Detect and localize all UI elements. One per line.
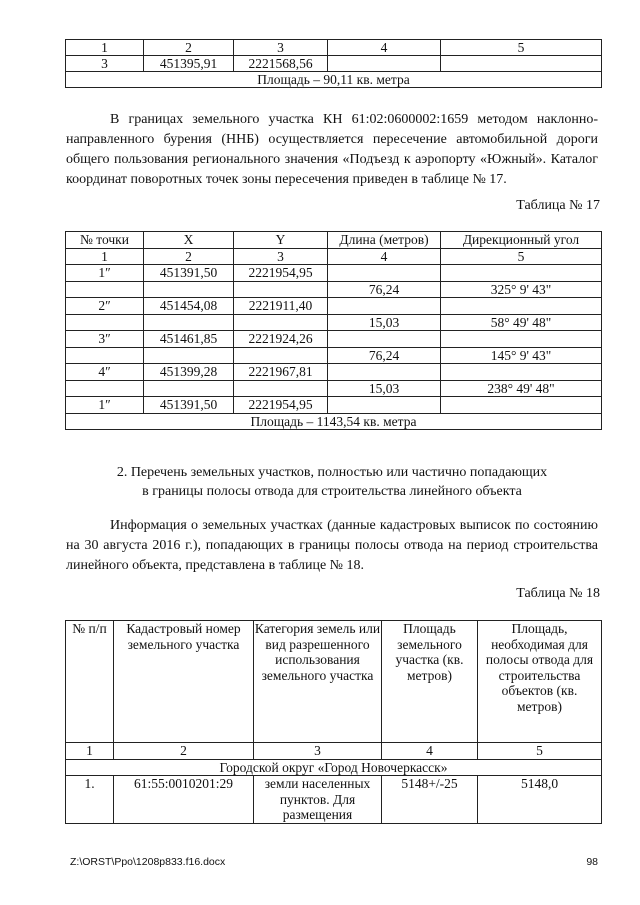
paragraph-info: Информация о земельных участках (данные кадастровых выписок по состоянию на 30 августа 2016 г.), попадающих в границы полосы отвода на период строительства линейного объекта, представлена в таблице № 18. bbox=[66, 518, 598, 573]
table-row bbox=[66, 347, 602, 364]
table-area-row bbox=[66, 413, 602, 430]
table-cell bbox=[441, 364, 602, 381]
table-18-label: Таблица № 18 bbox=[516, 586, 600, 601]
column-header: Длина (метров) bbox=[328, 232, 441, 249]
table-cell: 3 bbox=[234, 248, 328, 265]
table-cell bbox=[234, 281, 328, 298]
table-cell: 5 bbox=[441, 248, 602, 265]
table-group-row bbox=[66, 759, 602, 776]
column-header: Категория земель или вид разрешенного использования земельного участка bbox=[254, 621, 382, 743]
table-number-row bbox=[66, 248, 602, 265]
table-row bbox=[66, 380, 602, 397]
section-heading-line-1: 2. Перечень земельных участков, полностью или частично попадающих bbox=[116, 465, 548, 480]
table-cell bbox=[328, 364, 441, 381]
table-cell: 2221967,81 bbox=[234, 364, 328, 381]
table-18 bbox=[65, 620, 602, 824]
table-cell: 76,24 bbox=[328, 281, 441, 298]
table-cell bbox=[441, 56, 602, 72]
table-cell: 145° 9' 43" bbox=[441, 347, 602, 364]
column-header: Площадь, необходимая для полосы отвода для строительства объектов (кв. метров) bbox=[478, 621, 602, 743]
table-cell: 1 bbox=[66, 40, 144, 56]
table-16-continuation bbox=[65, 39, 602, 88]
table-cell: 451461,85 bbox=[144, 331, 234, 348]
table-row bbox=[66, 331, 602, 348]
table-17-label: Таблица № 17 bbox=[516, 198, 600, 213]
table-cell: 58° 49' 48" bbox=[441, 314, 602, 331]
table-cell bbox=[144, 281, 234, 298]
table-cell: 15,03 bbox=[328, 314, 441, 331]
table-cell: 4 bbox=[382, 743, 478, 760]
table-cell: 2221568,56 bbox=[234, 56, 328, 72]
table-row bbox=[66, 364, 602, 381]
table-cell: 3 bbox=[234, 40, 328, 56]
column-header: Кадастровый номер земельного участка bbox=[114, 621, 254, 743]
table-cell bbox=[441, 265, 602, 282]
table-cell bbox=[234, 347, 328, 364]
table-17 bbox=[65, 231, 602, 430]
table-cell: 2221911,40 bbox=[234, 298, 328, 315]
table-cell bbox=[144, 314, 234, 331]
table-cell: 451395,91 bbox=[144, 56, 234, 72]
table-cell: 2221924,26 bbox=[234, 331, 328, 348]
table-cell bbox=[66, 347, 144, 364]
table-cell bbox=[234, 380, 328, 397]
table-cell: 3 bbox=[254, 743, 382, 760]
table-cell bbox=[328, 298, 441, 315]
table-cell: 1 bbox=[66, 743, 114, 760]
table-cell bbox=[234, 314, 328, 331]
column-header: № п/п bbox=[66, 621, 114, 743]
table-cell: 3 bbox=[66, 56, 144, 72]
column-header: Y bbox=[234, 232, 328, 249]
table-cell bbox=[144, 380, 234, 397]
table-row bbox=[66, 281, 602, 298]
table-cell: 1. bbox=[66, 776, 114, 824]
group-cell: Городской округ «Город Новочеркасск» bbox=[66, 759, 602, 776]
area-cell: Площадь – 1143,54 кв. метра bbox=[66, 413, 602, 430]
page-number: 98 bbox=[586, 856, 598, 868]
table-cell bbox=[441, 331, 602, 348]
paragraph-intro: В границах земельного участка КН 61:02:0600002:1659 методом наклонно-направленного бурения (ННБ) осуществляется пересечение автомобильной дороги общего пользования регионального значения «Подъезд к аэропорту «Южный». Каталог координат поворотных точек зоны пересечения приведен в таблице № 17. bbox=[66, 112, 598, 187]
table-cell bbox=[441, 298, 602, 315]
footer-file-path: Z:\ORST\Ppo\1208p833.f16.docx bbox=[70, 856, 226, 868]
table-cell bbox=[328, 265, 441, 282]
table-header-row bbox=[66, 621, 602, 743]
table-cell: 5148+/-25 bbox=[382, 776, 478, 824]
table-cell: 5148,0 bbox=[478, 776, 602, 824]
table-cell: 451399,28 bbox=[144, 364, 234, 381]
table-cell bbox=[144, 347, 234, 364]
table-cell: 4″ bbox=[66, 364, 144, 381]
table-row bbox=[66, 56, 602, 72]
table-cell: 1 bbox=[66, 248, 144, 265]
table-cell: 2221954,95 bbox=[234, 265, 328, 282]
table-area-row bbox=[66, 72, 602, 88]
table-cell: 4 bbox=[328, 40, 441, 56]
column-header: X bbox=[144, 232, 234, 249]
table-row bbox=[66, 265, 602, 282]
table-number-row bbox=[66, 743, 602, 760]
table-cell bbox=[66, 281, 144, 298]
table-row bbox=[66, 397, 602, 414]
table-cell: 451454,08 bbox=[144, 298, 234, 315]
table-cell: 2 bbox=[144, 248, 234, 265]
table-cell bbox=[441, 397, 602, 414]
table-row bbox=[66, 314, 602, 331]
area-cell: Площадь – 90,11 кв. метра bbox=[66, 72, 602, 88]
table-cell: 451391,50 bbox=[144, 265, 234, 282]
table-cell bbox=[66, 380, 144, 397]
table-cell: 3″ bbox=[66, 331, 144, 348]
table-cell: 1″ bbox=[66, 397, 144, 414]
table-number-row bbox=[66, 40, 602, 56]
table-cell: 76,24 bbox=[328, 347, 441, 364]
table-cell: 238° 49' 48" bbox=[441, 380, 602, 397]
table-cell: земли населенных пунктов. Для размещения bbox=[254, 776, 382, 824]
table-header-row bbox=[66, 232, 602, 249]
table-cell: 5 bbox=[478, 743, 602, 760]
table-cell: 5 bbox=[441, 40, 602, 56]
table-cell bbox=[328, 397, 441, 414]
table-cell: 4 bbox=[328, 248, 441, 265]
table-cell: 2″ bbox=[66, 298, 144, 315]
table-cell: 2 bbox=[144, 40, 234, 56]
table-cell: 2221954,95 bbox=[234, 397, 328, 414]
section-heading-line-2: в границы полосы отвода для строительства линейного объекта bbox=[142, 484, 522, 499]
table-cell: 61:55:0010201:29 bbox=[114, 776, 254, 824]
table-cell: 15,03 bbox=[328, 380, 441, 397]
table-cell: 325° 9' 43" bbox=[441, 281, 602, 298]
table-cell: 2 bbox=[114, 743, 254, 760]
column-header: № точки bbox=[66, 232, 144, 249]
table-cell bbox=[328, 56, 441, 72]
table-cell: 451391,50 bbox=[144, 397, 234, 414]
table-cell bbox=[66, 314, 144, 331]
column-header: Дирекционный угол bbox=[441, 232, 602, 249]
column-header: Площадь земельного участка (кв. метров) bbox=[382, 621, 478, 743]
table-cell bbox=[328, 331, 441, 348]
table-row bbox=[66, 298, 602, 315]
table-cell: 1″ bbox=[66, 265, 144, 282]
table-row bbox=[66, 776, 602, 824]
